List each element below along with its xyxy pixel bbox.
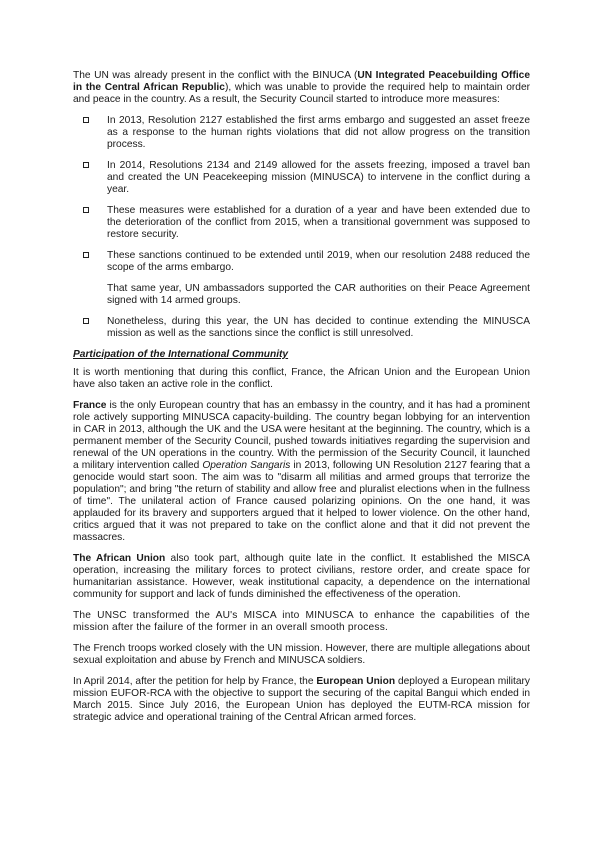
checkbox-bullet-icon: [83, 207, 89, 213]
checkbox-bullet-icon: [83, 252, 89, 258]
checkbox-bullet-icon: [83, 117, 89, 123]
european-union-paragraph: In April 2014, after the petition for help by France, the European Union deployed a European military mission EUFOR-RCA with the objective to support the securing of the capital Bangui which ended in March 2015. Since July 2016, the European Union has deployed the EUTM-RCA mission for strategic advice and operational training of the Central African armed forces.: [73, 676, 531, 723]
list-item: Nonetheless, during this year, the UN has decided to continue extending the MINUSCA mission as well as the sanctions since the conflict is still unresolved.: [73, 316, 530, 340]
section-heading: Participation of the International Community: [73, 349, 289, 360]
measures-list: [73, 115, 530, 340]
france-paragraph: France is the only European country that has an embassy in the country, and it has had a prominent role actively supporting MINUSCA capacity-building. The country began lobbying for an intervention in CAR in 2013, although the UK and the USA were hesitant at the beginning. The country, which is a permanent member of the Security Council, pushed towards initiatives regarding the supervision and renewal of the UN operations in the country. With the permission of the Security Council, it launched a military intervention called Operation Sangaris in 2013, following UN Resolution 2127 fearing that a genocide would start soon. The aim was to "disarm all militias and armed groups that terrorize the population"; and bring "the return of stability and allow free and pluralist elections when in the fullness of time". The unilateral action of France caused polarizing opinions. On the one hand, it was applauded for its bravery and supporters argued that it helped to lower violence. On the other hand, critics argued that it was not prepared to take on the conflict alone and that it did not prevent the massacres.: [73, 400, 530, 543]
intl-paragraph: It is worth mentioning that during this conflict, France, the African Union and the European Union have also taken an active role in the conflict.: [73, 367, 530, 390]
list-item: In 2014, Resolutions 2134 and 2149 allowed for the assets freezing, imposed a travel ban and created the UN Peacekeeping mission (MINUSCA) to intervene in the conflict during a year.: [73, 160, 530, 196]
french-troops-paragraph: The French troops worked closely with the UN mission. However, there are multiple allegations about sexual exploitation and abuse by French and MINUSCA soldiers.: [73, 643, 530, 666]
list-item-subparagraph: That same year, UN ambassadors supported the CAR authorities on their Peace Agreement signed with 14 armed groups.: [107, 283, 530, 306]
african-union-paragraph: The African Union also took part, although quite late in the conflict. It established the MISCA operation, increasing the military forces to protect civilians, restore order, and create space for humanitarian assistance. However, weak institutional capacity, a dependence on the international community for support and lack of funds diminished the effectiveness of the operation.: [73, 553, 531, 600]
list-item: These measures were established for a duration of a year and have been extended due to the deterioration of the conflict from 2015, when a transitional government was supposed to restore security.: [73, 205, 530, 241]
document-page: [73, 70, 530, 733]
list-item: These sanctions continued to be extended until 2019, when our resolution 2488 reduced the scope of the arms embargo. That same year, UN ambassadors supported the CAR authorities on their Peace Agreement signed with 14 armed groups.: [73, 250, 530, 307]
checkbox-bullet-icon: [83, 162, 89, 168]
checkbox-bullet-icon: [83, 318, 89, 324]
unsc-paragraph: The UNSC transformed the AU's MISCA into MINUSCA to enhance the capabilities of the mission after the failure of the former in an overall smooth process.: [73, 610, 530, 633]
list-item: In 2013, Resolution 2127 established the first arms embargo and suggested an asset freeze as a response to the human rights violations that did not allow progress on the transition process.: [73, 115, 530, 151]
operation-name: Operation Sangaris: [202, 460, 291, 471]
intro-paragraph: The UN was already present in the conflict with the BINUCA (UN Integrated Peacebuilding Office in the Central African Republic), which was unable to provide the required help to maintain order and peace in the country. As a result, the Security Council started to introduce more measures:: [73, 70, 530, 105]
binuca-name: UN Integrated Peacebuilding Office in the Central African Republic: [73, 70, 530, 93]
